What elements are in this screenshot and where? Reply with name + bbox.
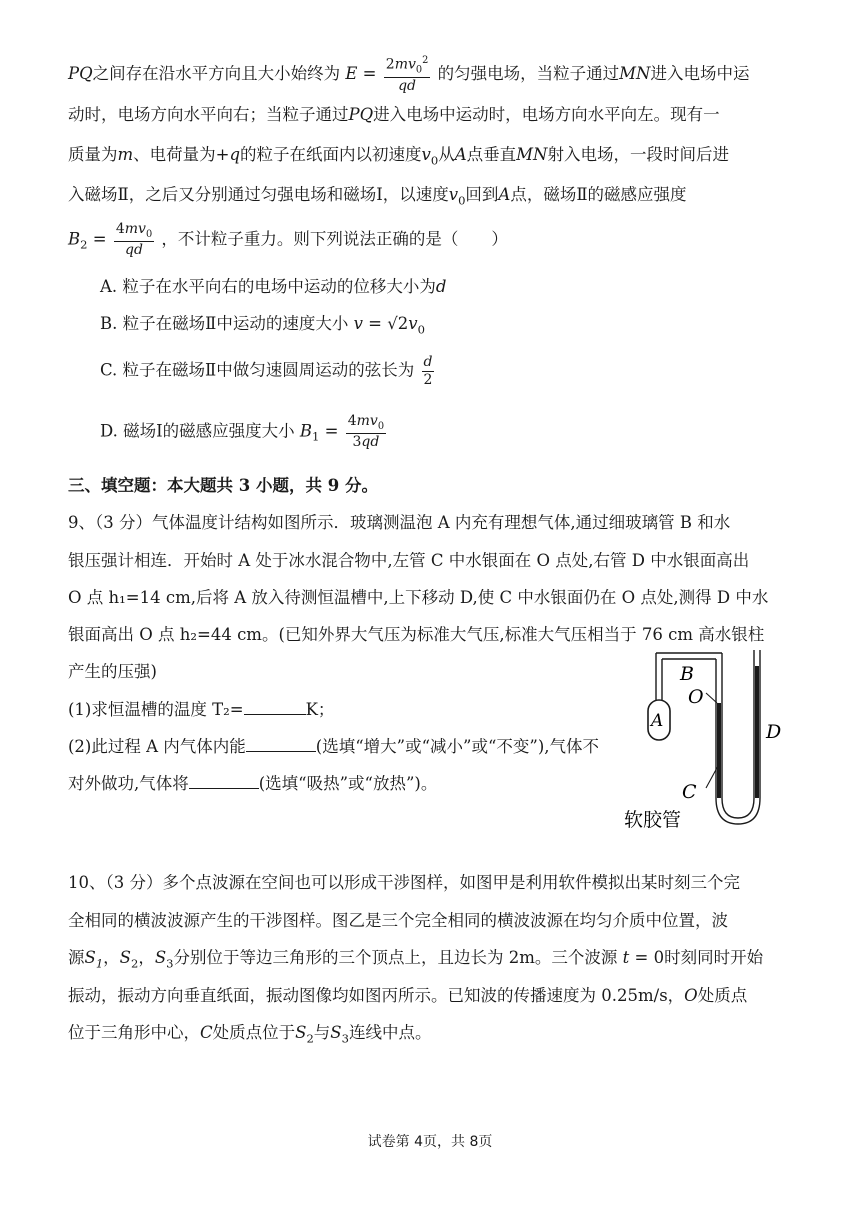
option-b: B. 粒子在磁场Ⅱ中运动的速度大小 $v = √2v_0$ [100,314,425,337]
option-c: C. 粒子在磁场Ⅱ中做匀速圆周运动的弦长为 $\frac{d}{2}$ [100,354,433,388]
q8-line-5: $B_2$ = $\frac{4mv_0}{qd}$ ，不计粒子重力。则下列说法正确的是（ ） [68,221,508,259]
label-soft-hose: 软胶管 [624,809,682,828]
answer-blank-1[interactable] [244,700,306,715]
q10-line-2: 全相同的横波波源产生的干涉图样。图乙是三个完全相同的横波波源在均匀介质中位置，波 [68,911,728,930]
q8-line-3: 质量为m、电荷量为+q的粒子在纸面内以初速度$v_0$从A点垂直MN射入电场，一段时间后进 [68,145,729,168]
label-a: A [651,711,664,731]
q9-line-3: O 点 h₁=14 cm,后将 A 放入待测恒温槽中,上下移动 D,使 C 中水银面仍在 O 点处,测得 D 中水 [68,588,769,607]
q8-line-4: 入磁场Ⅱ，之后又分别通过匀强电场和磁场Ⅰ，以速度$v_0$回到A点，磁场Ⅱ的磁感应强度 [68,185,687,208]
q9-line-1: 9、（3 分）气体温度计结构如图所示．玻璃测温泡 A 内充有理想气体,通过细玻璃管 B 和水 [68,513,731,532]
q9-line-2: 银压强计相连．开始时 A 处于冰水混合物中,左管 C 中水银面在 O 点处,右管 D 中水银面高出 [68,551,750,570]
q10-line-4: 振动，振动方向垂直纸面，振动图像均如图丙所示。已知波的传播速度为 0.25m/s，O处质点 [68,986,748,1005]
formula-d-over-2: $\frac{d}{2}$ [423,354,433,388]
label-d: D [766,721,782,743]
q10-line-5: 位于三角形中心，C处质点位于$S_2$与$S_3$连线中点。 [68,1023,432,1046]
formula-B2: $\frac{4mv_0}{qd}$ [115,221,153,259]
label-c: C [682,781,697,803]
q9-line-5: 产生的压强) [68,662,157,681]
gas-thermometer-diagram [614,648,794,828]
q9-part-1: (1)求恒温槽的温度 T₂= K； [68,700,335,719]
option-a: A. 粒子在水平向右的电场中运动的位移大小为d [100,277,447,296]
mercury-d [755,666,759,798]
answer-blank-2[interactable] [246,737,316,752]
mercury-c [717,703,721,798]
section-heading: 三、填空题：本大题共 3 小题，共 9 分。 [68,476,378,495]
q8-line-2: 动时，电场方向水平向右；当粒子通过PQ进入电场中运动时，电场方向水平向左。现有一 [68,105,720,124]
formula-E: $\frac{2mv_0^2}{qd}$ [385,55,429,94]
q9-line-4: 银面高出 O 点 h₂=44 cm。(已知外界大气压为标准大气压,标准大气压相当于 76 cm 高水银柱 [68,625,765,644]
label-o: O [688,686,704,708]
q8-line-1: PQ之间存在沿水平方向且大小始终为 E = $\frac{2mv_0^2}{qd}$ 的匀强电场，当粒子通过MN进入电场中运 [68,55,750,94]
page-footer: 试卷第 4页，共 8页 [367,1134,493,1150]
answer-blank-3[interactable] [189,774,259,789]
formula-B1: $\frac{4mv_0}{3qd}$ [347,413,385,451]
q9-part-2: (2)此过程 A 内气体内能 (选填“增大”或“减小”或“不变”),气体不 [68,737,600,756]
q10-line-3: 源$S_1$，$S_2$，$S_3$分别位于等边三角形的三个顶点上，且边长为 2m。三个波源 t = 0时刻同时开始 [68,948,764,971]
label-b: B [680,663,694,685]
option-d: D. 磁场Ⅰ的磁感应强度大小 $B_1$ = $\frac{4mv_0}{3qd}$ [100,413,385,451]
q10-line-1: 10、（3 分）多个点波源在空间也可以形成干涉图样，如图甲是利用软件模拟出某时刻三个完 [68,873,740,892]
q9-part-3: 对外做功,气体将 (选填“吸热”或“放热”)。 [68,774,438,793]
